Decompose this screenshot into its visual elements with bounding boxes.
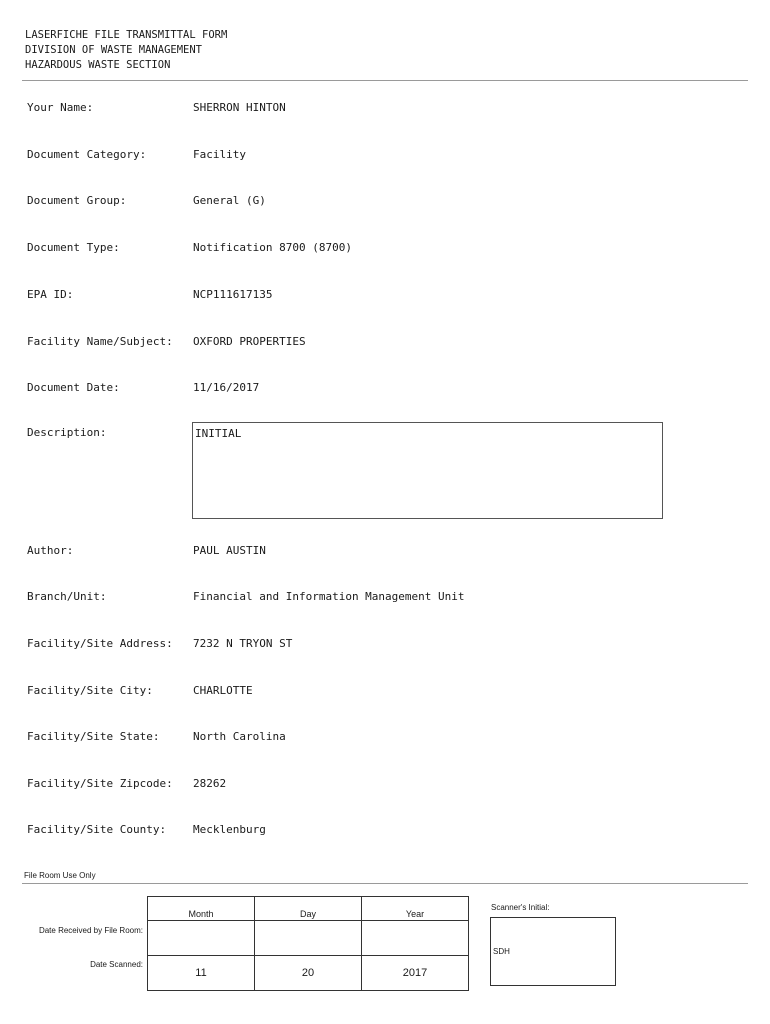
author-label: Author: [27,544,74,557]
scanned-year-cell: 2017 [362,956,469,991]
scanner-initial-box [490,917,616,986]
date-received-row [148,921,469,956]
site-city-label: Facility/Site City: [27,684,153,697]
received-month-cell [148,921,255,956]
file-room-title: File Room Use Only [24,871,96,880]
document-date-label: Document Date: [27,381,120,394]
division-name: DIVISION OF WASTE MANAGEMENT [25,44,203,56]
site-address-label: Facility/Site Address: [27,637,173,650]
your-name-value: SHERRON HINTON [193,101,286,114]
date-received-label: Date Received by File Room: [38,926,143,935]
epa-id-label: EPA ID: [27,288,74,301]
document-group-value: General (G) [193,194,266,207]
section-name: HAZARDOUS WASTE SECTION [25,59,171,71]
scanned-day-cell: 20 [255,956,362,991]
site-address-value: 7232 N TRYON ST [193,637,293,650]
date-table-header [148,897,469,921]
document-date-value: 11/16/2017 [193,381,260,394]
site-county-value: Mecklenburg [193,823,266,836]
site-state-label: Facility/Site State: [27,730,160,743]
facility-name-label: Facility Name/Subject: [27,335,173,348]
scanner-initial-value: SDH [493,947,510,956]
epa-id-value: NCP111617135 [193,288,273,301]
description-box [192,422,663,519]
scanner-initial-label: Scanner's Initial: [491,903,550,912]
description-value: INITIAL [195,427,242,440]
site-state-value: North Carolina [193,730,286,743]
form-header [25,28,227,73]
site-county-label: Facility/Site County: [27,823,167,836]
document-group-label: Document Group: [27,194,127,207]
header-divider [22,80,748,81]
month-header: Month [148,897,255,921]
date-scanned-row [148,956,469,991]
site-city-value: CHARLOTTE [193,684,253,697]
day-header: Day [255,897,362,921]
year-header: Year [362,897,469,921]
document-type-label: Document Type: [27,241,120,254]
form-title: LASERFICHE FILE TRANSMITTAL FORM [25,29,228,41]
site-zipcode-value: 28262 [193,777,227,790]
document-category-value: Facility [193,148,246,161]
file-room-divider [22,883,748,884]
facility-name-value: OXFORD PROPERTIES [193,335,306,348]
description-label: Description: [27,426,107,439]
date-scanned-label: Date Scanned: [90,960,143,969]
branch-unit-label: Branch/Unit: [27,590,107,603]
scanned-month-cell: 11 [148,956,255,991]
branch-unit-value: Financial and Information Management Unit [193,590,465,603]
author-value: PAUL AUSTIN [193,544,266,557]
document-category-label: Document Category: [27,148,147,161]
your-name-label: Your Name: [27,101,94,114]
file-room-date-table [147,896,469,991]
site-zipcode-label: Facility/Site Zipcode: [27,777,173,790]
received-year-cell [362,921,469,956]
received-day-cell [255,921,362,956]
document-type-value: Notification 8700 (8700) [193,241,352,254]
